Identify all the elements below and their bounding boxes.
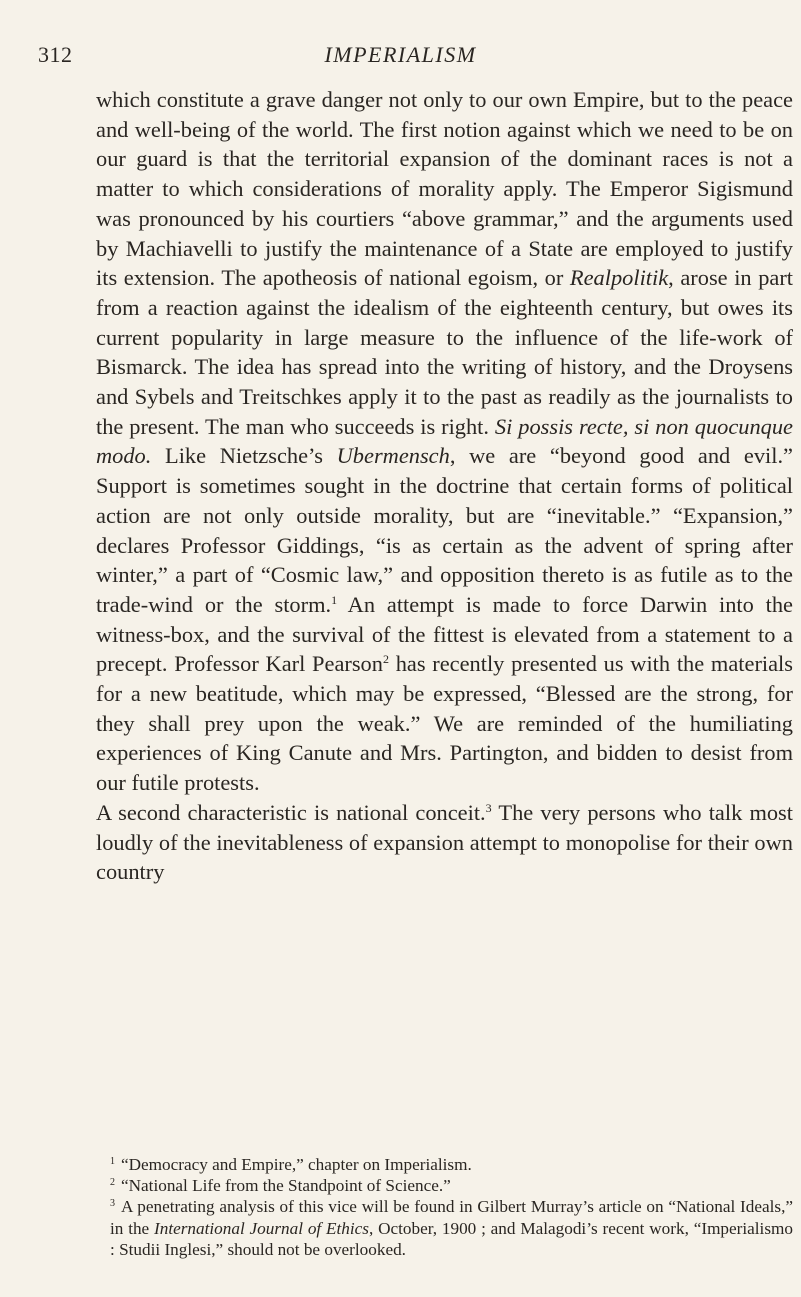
footnote-3-text-a: A penetrating analysis of this vice will be found in Gilbert Murray’s article on “National Ideals,” in the	[110, 1197, 793, 1238]
footnotes	[96, 1154, 793, 1260]
paragraph-2	[96, 798, 793, 887]
paragraph-1-text-a: which constitute a grave danger not only to our own Empire, but to the peace and well-being of the world. The first notion against which we need to be on our guard is that the territorial expansion of the dominant races is not a matter to which considerations of morality apply. The Emperor Sigismund was pronounced by his courtiers “above grammar,” and the arguments used by Machiavelli to justify the maintenance of a State are employed to justify its extension. The apotheosis of national egoism, or	[96, 87, 793, 291]
footnote-ref-1[interactable]: 1	[331, 592, 338, 607]
footnote-1-text: “Democracy and Empire,” chapter on Imperialism.	[121, 1155, 472, 1174]
paragraph-1	[96, 85, 793, 798]
footnote-3-mark: 3	[110, 1198, 115, 1210]
paragraph-1-text-b: , arose in part from a reaction against the idealism of the eighteenth century, but owes its current popularity in large measure to the influence of the life-work of Bismarck. The idea has spread into the writing of history, and the Droysens and Sybels and Treitschkes apply it to the past as readily as the journalists to the present. The man who succeeds is right.	[96, 265, 794, 439]
footnote-1-mark: 1	[110, 1156, 115, 1167]
footnote-ref-2[interactable]: 2	[382, 652, 389, 667]
footnote-3	[96, 1196, 793, 1260]
footnote-3-text-b: , October, 1900 ; and Malagodi’s recent work, “Imperialismo : Studii Inglesi,” should not be overlooked.	[110, 1218, 793, 1259]
running-title: IMPERIALISM	[324, 42, 477, 67]
footnote-2	[96, 1175, 793, 1196]
paragraph-1-text-c: Like Nietzsche’s	[151, 443, 337, 469]
paragraph-1-text-e: An attempt is made to force Darwin into the witness-box, and the survival of the fittest is elevated from a statement to a precept. Professor Karl Pearson	[96, 591, 793, 677]
paragraph-1-text-f: has recently presented us with the materials for a new beatitude, which may be expressed, “Blessed are the strong, for they shall prey upon the weak.” We are reminded of the humiliating experiences of King Canute and Mrs. Partington, and bidden to desist from our futile protests.	[96, 651, 793, 796]
latin-quotation: Si possis recte, si non quocunque modo.	[96, 413, 793, 469]
footnote-ref-3[interactable]: 3	[485, 800, 492, 815]
footnote-2-text: “National Life from the Standpoint of Science.”	[121, 1176, 451, 1196]
journal-title: International Journal of Ethics	[154, 1218, 369, 1238]
paragraph-2-text-a: A second characteristic is national conceit.	[96, 799, 486, 825]
paragraph-1-text-d: , we are “beyond good and evil.” Support is sometimes sought in the doctrine that certain forms of political action are not only outside morality, but are “inevitable.” “Expansion,” declares Professor Giddings, “is as certain as the advent of spring after winter,” a part of “Cosmic law,” and opposition thereto is as futile as to the trade-wind or the storm.	[96, 443, 793, 617]
realpolitik-term: Realpolitik	[569, 265, 669, 291]
paragraph-2-text-b: The very persons who talk most loudly of the inevitableness of expansion attempt to monopolise for their own country	[96, 799, 793, 885]
footnote-2-mark: 2	[110, 1177, 115, 1189]
body-text	[96, 85, 793, 887]
page-number: 312	[38, 42, 73, 67]
ubermensch-term: Ubermensch	[336, 443, 450, 469]
footnote-1	[96, 1154, 793, 1175]
running-head	[38, 42, 763, 76]
